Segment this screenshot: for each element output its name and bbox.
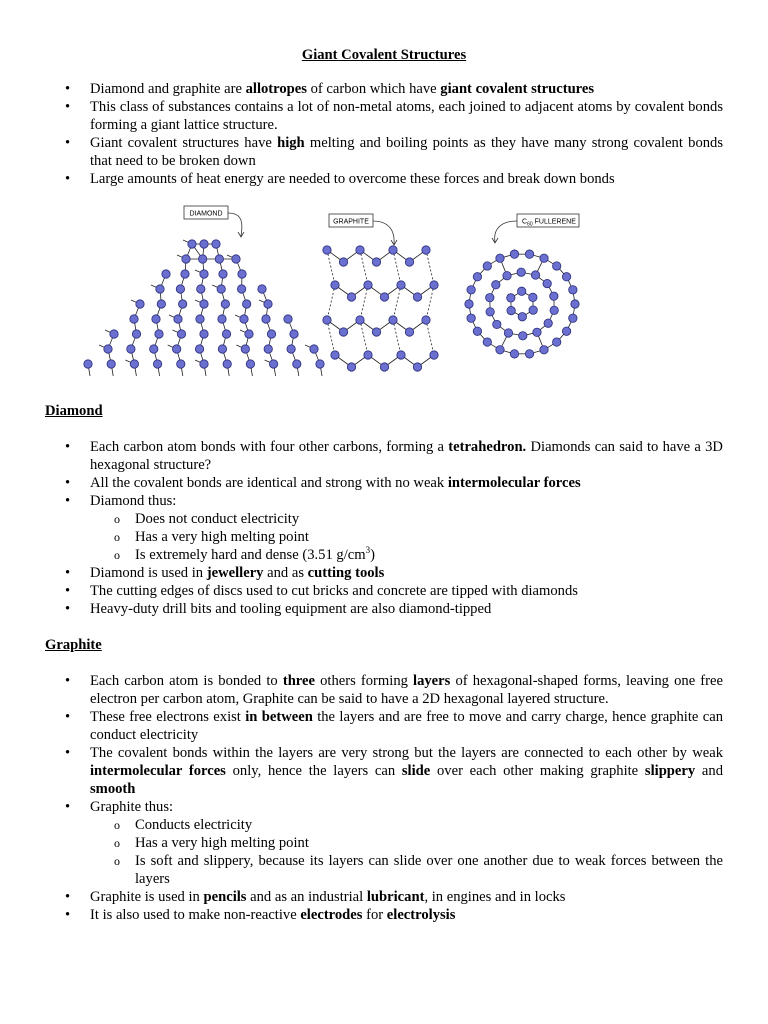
carbon-atom (339, 258, 347, 266)
carbon-atom (195, 345, 203, 353)
diamond-label (184, 206, 244, 237)
carbon-atom (218, 345, 226, 353)
carbon-atom (389, 316, 397, 324)
graphite-properties-list (90, 816, 723, 888)
carbon-atom (110, 330, 118, 338)
carbon-atom (364, 281, 372, 289)
bond (426, 250, 434, 285)
carbon-atom (136, 300, 144, 308)
carbon-atom (130, 315, 138, 323)
carbon-atom (372, 328, 380, 336)
sub-list-item: o Is soft and slippery, because its layers can slide over one another due to weak forces between the layers (90, 852, 723, 888)
fullerene-molecule (465, 250, 579, 358)
diamond-list (45, 438, 723, 618)
carbon-atom (178, 300, 186, 308)
carbon-atom (562, 273, 570, 281)
list-item: • Each carbon atom bonds with four other carbons, forming a tetrahedron. Diamonds can said to have a 3D hexagonal structure? (45, 438, 723, 474)
document-page (45, 46, 723, 924)
carbon-atom (553, 262, 561, 270)
carbon-atom (238, 270, 246, 278)
carbon-atom (465, 300, 473, 308)
carbon-atom (172, 345, 180, 353)
carbon-atom (529, 293, 537, 301)
carbon-atom (331, 351, 339, 359)
carbon-atom (200, 360, 208, 368)
list-item: • Heavy-duty drill bits and tooling equipment are also diamond-tipped (45, 600, 723, 618)
carbon-atom (156, 285, 164, 293)
carbon-atom (215, 255, 223, 263)
sub-list-item: o Does not conduct electricity (90, 510, 723, 528)
carbon-atom (290, 330, 298, 338)
carbon-atom (496, 254, 504, 262)
graphite-label (329, 214, 397, 245)
diamond-lattice (84, 240, 324, 376)
carbon-atom (200, 240, 208, 248)
carbon-atom (150, 345, 158, 353)
carbon-atom (130, 360, 138, 368)
carbon-atom (200, 300, 208, 308)
fullerene-label (492, 214, 579, 243)
carbon-atom (200, 330, 208, 338)
carbon-atom (153, 360, 161, 368)
list-item: • The covalent bonds within the layers are very strong but the layers are connected to each other by weak intermolecular forces only, hence the layers can slide over each other making graphite slippery and smooth (45, 744, 723, 798)
carbon-atom (232, 255, 240, 263)
carbon-atom (287, 345, 295, 353)
bond (327, 285, 335, 320)
list-item: • Giant covalent structures have high melting and boiling points as they have many strong covalent bonds that need to be broken down (45, 134, 723, 170)
carbon-atom (571, 300, 579, 308)
carbon-atom (422, 246, 430, 254)
list-item: • This class of substances contains a lot of non-metal atoms, each joined to adjacent atoms by covalent bonds forming a giant lattice structure. (45, 98, 723, 134)
carbon-atom (182, 255, 190, 263)
page-title: Giant Covalent Structures (301, 47, 467, 63)
carbon-atom (569, 314, 577, 322)
carbon-atom (176, 285, 184, 293)
sub-list-item: o Has a very high melting point (90, 528, 723, 546)
sub-list-item: o Has a very high melting point (90, 834, 723, 852)
carbon-atom (397, 281, 405, 289)
carbon-atom (217, 285, 225, 293)
carbon-atom (380, 363, 388, 371)
carbon-atom (188, 240, 196, 248)
carbon-atom (310, 345, 318, 353)
carbon-atom (519, 332, 527, 340)
carbon-atom (242, 300, 250, 308)
list-item: • It is also used to make non-reactive electrodes for electrolysis (45, 906, 723, 924)
carbon-atom (196, 315, 204, 323)
carbon-atom (84, 360, 92, 368)
carbon-atom (467, 286, 475, 294)
carbon-atom (405, 258, 413, 266)
carbon-atom (181, 270, 189, 278)
graphite-list (45, 672, 723, 924)
carbon-atom (422, 316, 430, 324)
carbon-atom (157, 300, 165, 308)
carbon-atom (364, 351, 372, 359)
carbon-atom (155, 330, 163, 338)
carbon-atom (240, 315, 248, 323)
carbon-atom (496, 346, 504, 354)
sub-list-item: o Conducts electricity (90, 816, 723, 834)
carbon-atom (507, 294, 515, 302)
carbon-atom (493, 320, 501, 328)
carbon-atom (293, 360, 301, 368)
carbon-atom (245, 330, 253, 338)
carbon-atom (104, 345, 112, 353)
carbon-atom (486, 293, 494, 301)
carbon-atom (483, 262, 491, 270)
list-item: • Diamond is used in jewellery and as cutting tools (45, 564, 723, 582)
diamond-heading: Diamond (45, 403, 103, 419)
carbon-atom (316, 360, 324, 368)
carbon-atom (518, 313, 526, 321)
carbon-atom (553, 338, 561, 346)
carbon-atom (473, 273, 481, 281)
list-item: • These free electrons exist in between the layers and are free to move and carry charge, hence graphite can conduct electricity (45, 708, 723, 744)
carbon-atom (246, 360, 254, 368)
carbon-atom (331, 281, 339, 289)
carbon-atom (473, 327, 481, 335)
carbon-atom (517, 287, 525, 295)
carbon-atom (356, 246, 364, 254)
sub-list-item: o Is extremely hard and dense (3.51 $g/cm^3$) (90, 546, 723, 564)
carbon-atom (347, 363, 355, 371)
carbon-atom (269, 360, 277, 368)
carbon-atom (507, 306, 515, 314)
carbon-atom (174, 315, 182, 323)
carbon-atom (219, 270, 227, 278)
carbon-atom (503, 271, 511, 279)
carbon-atom (540, 254, 548, 262)
bond (426, 320, 434, 355)
carbon-atom (430, 281, 438, 289)
list-item: • Each carbon atom is bonded to three others forming layers of hexagonal-shaped forms, leaving one free electron per carbon atom, Graphite can be said to have a 2D hexagonal layered structure. (45, 672, 723, 708)
list-item: • Large amounts of heat energy are needed to overcome these forces and break down bonds (45, 170, 723, 188)
carbon-atom (200, 270, 208, 278)
carbon-atom (198, 255, 206, 263)
carbon-atom (525, 250, 533, 258)
graphite-lattice (323, 246, 438, 371)
carbon-atom (510, 350, 518, 358)
carbon-atom (397, 351, 405, 359)
list-item: • Graphite thus: o Conducts electricity o Has a very high melting point o Is soft and slippery, because its layers can slide over one another due to weak forces between the layers (45, 798, 723, 888)
carbon-atom (347, 293, 355, 301)
carbon-atom (127, 345, 135, 353)
carbon-atom (267, 330, 275, 338)
list-item: • The cutting edges of discs used to cut bricks and concrete are tipped with diamonds (45, 582, 723, 600)
carbon-atom (486, 308, 494, 316)
carbon-atom (413, 293, 421, 301)
carbon-atom (152, 315, 160, 323)
list-item: • Diamond thus: o Does not conduct electricity o Has a very high melting point o Is extremely hard and dense (3.51 $g/cm^3$) (45, 492, 723, 564)
carbon-atom (517, 268, 525, 276)
list-item: • All the covalent bonds are identical and strong with no weak intermolecular forces (45, 474, 723, 492)
carbon-atom (107, 360, 115, 368)
carbon-atom (550, 292, 558, 300)
carbon-atom (544, 319, 552, 327)
carbon-atom (467, 314, 475, 322)
allotropes-illustration (45, 204, 723, 400)
graphite-heading: Graphite (45, 637, 102, 653)
carbon-atom (339, 328, 347, 336)
carbon-atom (262, 315, 270, 323)
diamond-properties-list (90, 510, 723, 564)
carbon-atom (323, 246, 331, 254)
svg-text:C60FULLERENE: $C_{60}$ FULLERENE (522, 218, 576, 228)
carbon-atom (405, 328, 413, 336)
carbon-atom (241, 345, 249, 353)
carbon-atom (550, 306, 558, 314)
carbon-atom (177, 360, 185, 368)
carbon-atom (531, 271, 539, 279)
carbon-atom (218, 315, 226, 323)
carbon-atom (533, 328, 541, 336)
carbon-atom (222, 330, 230, 338)
carbon-atom (212, 240, 220, 248)
carbon-atom (258, 285, 266, 293)
svg-text:DIAMOND: DIAMOND (189, 210, 223, 218)
carbon-atom (504, 329, 512, 337)
carbon-atom (430, 351, 438, 359)
carbon-atom (562, 327, 570, 335)
carbon-atom (323, 316, 331, 324)
carbon-atom (483, 338, 491, 346)
carbon-atom (162, 270, 170, 278)
list-item: • Diamond and graphite are allotropes of carbon which have giant covalent structures (45, 80, 723, 98)
carbon-atom (380, 293, 388, 301)
carbon-atom (264, 300, 272, 308)
carbon-atom (525, 350, 533, 358)
carbon-atom (197, 285, 205, 293)
carbon-atom (177, 330, 185, 338)
carbon-atom (284, 315, 292, 323)
carbon-atom (132, 330, 140, 338)
carbon-atom (492, 281, 500, 289)
carbon-atom (389, 246, 397, 254)
carbon-atom (223, 360, 231, 368)
intro-list (45, 80, 723, 188)
carbon-atom (237, 285, 245, 293)
carbon-atom (356, 316, 364, 324)
carbon-atom (543, 279, 551, 287)
list-item: • Graphite is used in pencils and as an industrial lubricant, in engines and in locks (45, 888, 723, 906)
carbon-atom (529, 306, 537, 314)
carbon-atom (540, 346, 548, 354)
carbon-allotropes-figure (45, 204, 723, 400)
carbon-atom (510, 250, 518, 258)
svg-text:GRAPHITE: GRAPHITE (333, 218, 369, 226)
carbon-atom (569, 286, 577, 294)
carbon-atom (413, 363, 421, 371)
carbon-atom (221, 300, 229, 308)
carbon-atom (264, 345, 272, 353)
carbon-atom (372, 258, 380, 266)
